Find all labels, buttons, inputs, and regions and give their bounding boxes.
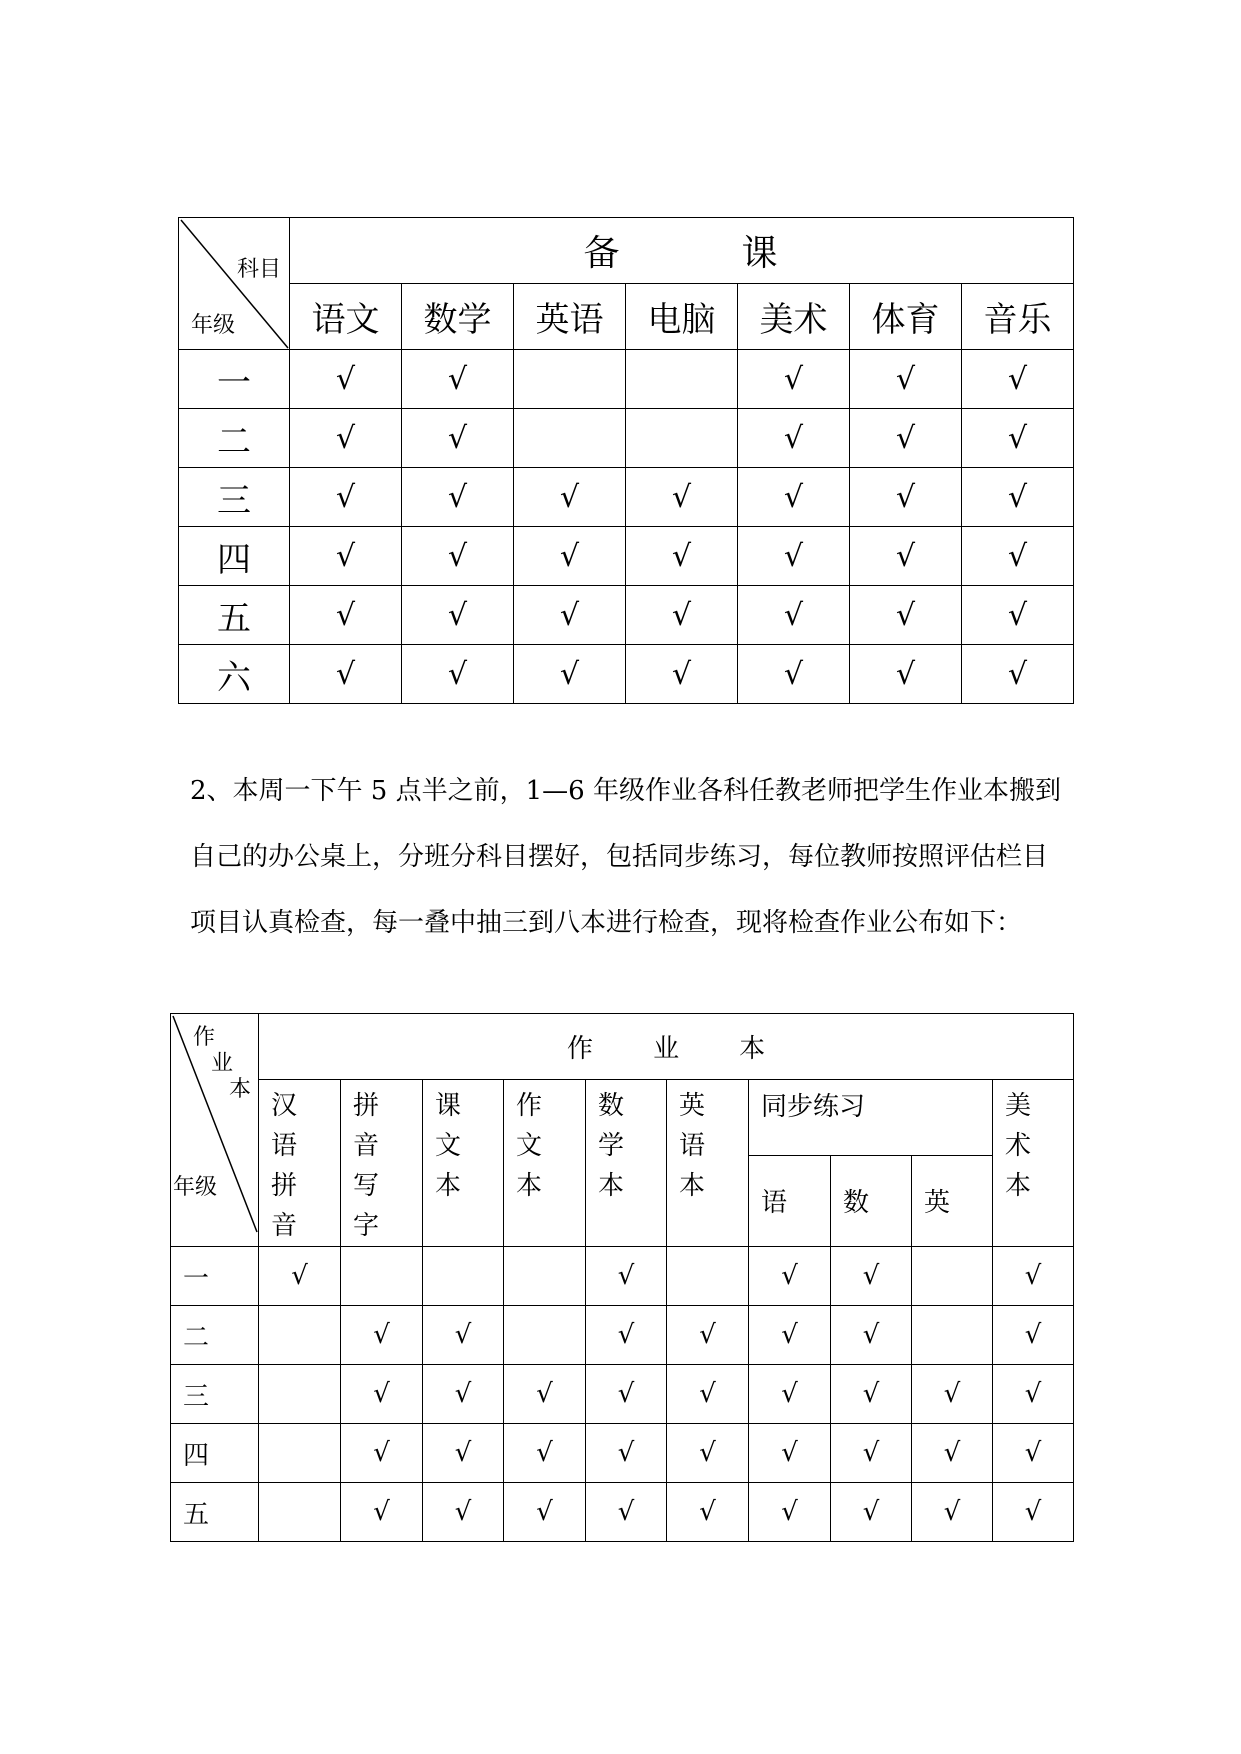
check-mark: √ [1007, 656, 1028, 692]
check-cell [423, 1247, 504, 1306]
header-char: 拼 [353, 1091, 380, 1121]
check-mark: √ [373, 1497, 390, 1527]
table-row [179, 586, 1074, 645]
check-mark: √ [454, 1497, 472, 1527]
check-mark: √ [783, 420, 804, 456]
check-cell [259, 1424, 341, 1483]
header-char: 文 [516, 1131, 543, 1161]
grade-label: 二 [171, 1306, 259, 1365]
check-mark: √ [454, 1379, 472, 1409]
t2-column-header [504, 1080, 586, 1247]
check-mark: √ [895, 420, 916, 456]
check-mark: √ [699, 1320, 716, 1350]
header-char: 作 [516, 1091, 543, 1121]
t1-subject-header: 美术 [738, 284, 850, 350]
check-cell [962, 586, 1074, 645]
check-cell [962, 645, 1074, 704]
grade-label: 三 [179, 468, 290, 527]
check-cell [626, 468, 738, 527]
check-mark: √ [1007, 479, 1028, 515]
check-cell [514, 645, 626, 704]
t2-corner-cell [171, 1014, 259, 1247]
check-cell [341, 1365, 423, 1424]
check-cell [850, 350, 962, 409]
table-row [179, 645, 1074, 704]
check-mark: √ [671, 538, 692, 574]
check-cell [504, 1424, 586, 1483]
check-cell [514, 527, 626, 586]
check-cell [586, 1483, 667, 1542]
check-cell [850, 409, 962, 468]
check-cell [402, 350, 514, 409]
check-cell [290, 350, 402, 409]
check-mark: √ [862, 1497, 880, 1527]
check-cell [586, 1247, 667, 1306]
check-cell [912, 1424, 993, 1483]
check-cell [749, 1483, 831, 1542]
check-cell [738, 409, 850, 468]
check-cell [993, 1424, 1074, 1483]
check-cell [290, 586, 402, 645]
t2-title-3: 本 [739, 1034, 766, 1064]
table-row [179, 468, 1074, 527]
check-mark: √ [536, 1438, 553, 1468]
check-mark: √ [699, 1379, 716, 1409]
check-cell [667, 1365, 749, 1424]
check-cell [341, 1424, 423, 1483]
check-mark: √ [862, 1438, 880, 1468]
header-char: 汉 [271, 1091, 298, 1121]
check-cell [423, 1306, 504, 1365]
check-cell [514, 350, 626, 409]
check-cell [504, 1365, 586, 1424]
check-mark: √ [895, 361, 916, 397]
check-cell [259, 1306, 341, 1365]
check-mark: √ [895, 656, 916, 692]
t1-subject-header: 音乐 [962, 284, 1074, 350]
check-mark: √ [1007, 361, 1028, 397]
header-char: 拼 [271, 1171, 298, 1201]
check-mark: √ [781, 1438, 798, 1468]
t1-title-right: 课 [741, 233, 780, 274]
check-cell [993, 1365, 1074, 1424]
check-cell [831, 1247, 912, 1306]
check-cell [504, 1483, 586, 1542]
grade-label: 一 [179, 350, 290, 409]
check-mark: √ [335, 597, 356, 633]
check-mark: √ [447, 479, 468, 515]
check-mark: √ [335, 479, 356, 515]
check-cell [423, 1424, 504, 1483]
check-mark: √ [447, 538, 468, 574]
check-mark: √ [943, 1379, 961, 1409]
header-char: 本 [435, 1171, 462, 1201]
header-char: 本 [516, 1171, 543, 1201]
grade-label: 三 [171, 1365, 259, 1424]
check-cell [962, 350, 1074, 409]
t2-title [259, 1014, 1074, 1080]
check-mark: √ [373, 1379, 390, 1409]
t1-corner-cell [179, 218, 290, 350]
check-cell [402, 468, 514, 527]
check-cell [626, 527, 738, 586]
t2-column-header [259, 1080, 341, 1247]
t1-corner-top: 科目 [236, 257, 281, 282]
check-mark: √ [335, 538, 356, 574]
check-cell [290, 409, 402, 468]
check-cell [749, 1365, 831, 1424]
check-mark: √ [447, 420, 468, 456]
header-char: 本 [598, 1171, 625, 1201]
check-mark: √ [617, 1379, 635, 1409]
check-mark: √ [559, 656, 580, 692]
t2-title-1: 作 [567, 1034, 594, 1064]
grade-label: 六 [179, 645, 290, 704]
check-mark: √ [895, 538, 916, 574]
t2-corner-top-1: 作 [193, 1025, 216, 1050]
t1-body [179, 350, 1074, 704]
check-cell [626, 350, 738, 409]
check-cell [586, 1424, 667, 1483]
check-cell [912, 1365, 993, 1424]
check-mark: √ [699, 1497, 716, 1527]
check-cell [962, 468, 1074, 527]
check-mark: √ [699, 1438, 716, 1468]
check-mark: √ [454, 1320, 472, 1350]
check-mark: √ [1024, 1379, 1042, 1409]
check-mark: √ [783, 656, 804, 692]
check-mark: √ [781, 1261, 798, 1291]
homework-check-table [170, 1013, 1074, 1542]
check-cell [423, 1483, 504, 1542]
check-mark: √ [781, 1320, 798, 1350]
t1-subject-header: 语文 [290, 284, 402, 350]
check-mark: √ [335, 656, 356, 692]
check-cell [626, 645, 738, 704]
check-mark: √ [1024, 1261, 1042, 1291]
check-mark: √ [559, 479, 580, 515]
check-mark: √ [862, 1379, 880, 1409]
grade-label: 二 [179, 409, 290, 468]
check-cell [341, 1306, 423, 1365]
check-cell [341, 1247, 423, 1306]
t1-title [290, 218, 1074, 284]
check-cell [850, 645, 962, 704]
check-cell [514, 409, 626, 468]
header-char: 语 [271, 1131, 298, 1161]
check-mark: √ [617, 1320, 635, 1350]
check-cell [259, 1365, 341, 1424]
check-cell [290, 468, 402, 527]
check-cell [738, 350, 850, 409]
check-mark: √ [536, 1497, 553, 1527]
check-cell [626, 409, 738, 468]
header-char: 美 [1005, 1091, 1032, 1121]
t2-column-header-row [171, 1080, 1074, 1156]
check-mark: √ [1024, 1497, 1042, 1527]
t1-subject-header: 数学 [402, 284, 514, 350]
check-mark: √ [895, 597, 916, 633]
check-cell [626, 586, 738, 645]
header-char: 课 [435, 1091, 462, 1121]
check-cell [402, 645, 514, 704]
check-mark: √ [943, 1438, 961, 1468]
t1-title-left: 备 [583, 233, 622, 274]
check-cell [749, 1306, 831, 1365]
check-mark: √ [671, 656, 692, 692]
check-cell [504, 1306, 586, 1365]
t2-corner-bottom: 年级 [173, 1175, 218, 1200]
t1-corner-bottom: 年级 [191, 313, 236, 338]
check-cell [259, 1247, 341, 1306]
check-mark: √ [862, 1320, 880, 1350]
check-cell [993, 1306, 1074, 1365]
check-cell [402, 586, 514, 645]
table-row [179, 409, 1074, 468]
check-cell [586, 1306, 667, 1365]
header-char: 字 [353, 1211, 380, 1241]
check-mark: √ [1024, 1438, 1042, 1468]
check-cell [738, 645, 850, 704]
t2-tongbu-subheader: 数 [831, 1155, 912, 1246]
t1-subject-header: 英语 [514, 284, 626, 350]
check-mark: √ [335, 420, 356, 456]
t2-title-2: 业 [653, 1034, 680, 1064]
check-cell [667, 1247, 749, 1306]
check-mark: √ [783, 361, 804, 397]
check-mark: √ [447, 597, 468, 633]
t2-column-header [667, 1080, 749, 1247]
check-cell [667, 1483, 749, 1542]
check-mark: √ [559, 597, 580, 633]
table-row [171, 1365, 1074, 1424]
table-row [171, 1247, 1074, 1306]
check-mark: √ [783, 538, 804, 574]
check-cell [738, 527, 850, 586]
check-cell [514, 586, 626, 645]
check-cell [504, 1247, 586, 1306]
check-cell [259, 1483, 341, 1542]
check-mark: √ [943, 1497, 961, 1527]
t2-corner-top-2: 业 [211, 1051, 234, 1076]
t2-column-header [341, 1080, 423, 1247]
check-cell [402, 527, 514, 586]
check-cell [514, 468, 626, 527]
check-cell [962, 409, 1074, 468]
check-cell [831, 1306, 912, 1365]
check-cell [912, 1483, 993, 1542]
check-mark: √ [454, 1438, 472, 1468]
check-cell [341, 1483, 423, 1542]
grade-label: 四 [171, 1424, 259, 1483]
check-mark: √ [291, 1261, 308, 1291]
check-mark: √ [617, 1261, 635, 1291]
t2-body [171, 1247, 1074, 1542]
check-cell [993, 1483, 1074, 1542]
header-char: 音 [353, 1131, 380, 1161]
body-paragraph: 2、本周一下午 5 点半之前，1—6 年级作业各科任教老师把学生作业本搬到自己的办公桌上，分班分科目摆好，包括同步练习，每位教师按照评估栏目项目认真检查，每一叠中抽三到八本进行检查，现将检查作业公布如下： [190, 776, 1061, 938]
lesson-prep-table [178, 217, 1074, 704]
header-char: 文 [435, 1131, 462, 1161]
check-mark: √ [783, 479, 804, 515]
check-cell [912, 1306, 993, 1365]
check-cell [738, 468, 850, 527]
check-mark: √ [671, 479, 692, 515]
table-row [171, 1483, 1074, 1542]
t1-subject-row [179, 284, 1074, 350]
t2-tongbu-header: 同步练习 [749, 1080, 993, 1156]
check-mark: √ [1024, 1320, 1042, 1350]
check-cell [850, 468, 962, 527]
check-mark: √ [447, 656, 468, 692]
check-cell [850, 527, 962, 586]
header-char: 学 [598, 1131, 625, 1161]
check-mark: √ [1007, 538, 1028, 574]
t2-corner-top-3: 本 [229, 1077, 252, 1102]
check-cell [850, 586, 962, 645]
header-char: 术 [1005, 1131, 1032, 1161]
check-cell [290, 527, 402, 586]
t2-tongbu-subheader: 英 [912, 1155, 993, 1246]
check-cell [402, 409, 514, 468]
table-row [171, 1424, 1074, 1483]
header-char: 数 [598, 1091, 625, 1121]
check-cell [667, 1306, 749, 1365]
check-cell [831, 1483, 912, 1542]
t2-column-header [423, 1080, 504, 1247]
header-char: 英 [679, 1091, 706, 1121]
check-cell [912, 1247, 993, 1306]
check-mark: √ [671, 597, 692, 633]
check-mark: √ [447, 361, 468, 397]
header-char: 音 [271, 1211, 298, 1241]
t1-subject-header: 体育 [850, 284, 962, 350]
check-mark: √ [1007, 420, 1028, 456]
check-cell [749, 1247, 831, 1306]
check-mark: √ [559, 538, 580, 574]
t2-tongbu-subheader: 语 [749, 1155, 831, 1246]
check-cell [993, 1247, 1074, 1306]
check-cell [423, 1365, 504, 1424]
check-cell [667, 1424, 749, 1483]
check-cell [586, 1365, 667, 1424]
check-mark: √ [536, 1379, 553, 1409]
check-mark: √ [781, 1497, 798, 1527]
check-cell [738, 586, 850, 645]
table-row [171, 1306, 1074, 1365]
grade-label: 五 [171, 1483, 259, 1542]
grade-label: 四 [179, 527, 290, 586]
table-row [179, 350, 1074, 409]
check-mark: √ [617, 1438, 635, 1468]
header-char: 本 [1005, 1171, 1032, 1201]
check-mark: √ [895, 479, 916, 515]
check-mark: √ [335, 361, 356, 397]
check-cell [290, 645, 402, 704]
check-mark: √ [373, 1320, 390, 1350]
table-row [179, 527, 1074, 586]
check-mark: √ [373, 1438, 390, 1468]
grade-label: 五 [179, 586, 290, 645]
check-cell [831, 1365, 912, 1424]
check-cell [962, 527, 1074, 586]
check-cell [831, 1424, 912, 1483]
grade-label: 一 [171, 1247, 259, 1306]
header-char: 本 [679, 1171, 706, 1201]
header-char: 写 [353, 1171, 380, 1201]
t2-column-header [993, 1080, 1074, 1247]
check-mark: √ [617, 1497, 635, 1527]
check-mark: √ [862, 1261, 880, 1291]
check-mark: √ [781, 1379, 798, 1409]
check-mark: √ [1007, 597, 1028, 633]
check-mark: √ [783, 597, 804, 633]
t2-column-header [586, 1080, 667, 1247]
header-char: 语 [679, 1131, 706, 1161]
check-cell [749, 1424, 831, 1483]
t1-subject-header: 电脑 [626, 284, 738, 350]
